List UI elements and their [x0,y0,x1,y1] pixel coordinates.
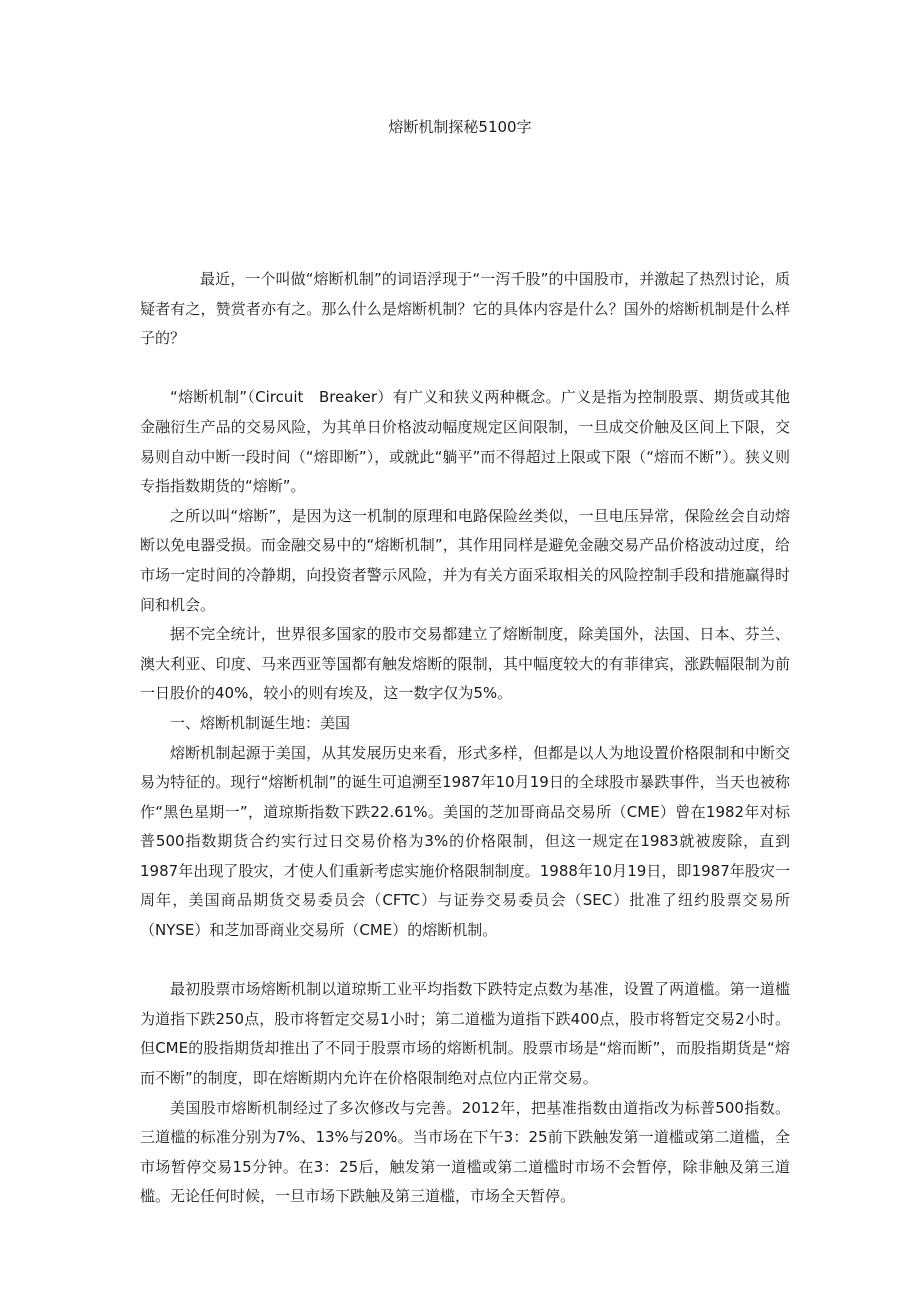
document-title: 熔断机制探秘5100字 [388,118,532,136]
paragraph-name-origin: 之所以叫“熔断”，是因为这一机制的原理和电路保险丝类似，一旦电压异常，保险丝会自动熔断以免电器受损。而金融交易中的“熔断机制”，其作用同样是避免金融交易产品价格波动过度，给市场一定时间的冷静期，向投资者警示风险，并为有关方面采取相关的风险控制手段和措施赢得时间和机会。 [140,506,790,614]
paragraph-spacer [140,946,790,976]
paragraph-us-history: 熔断机制起源于美国，从其发展历史来看，形式多样，但都是以人为地设置价格限制和中断交易为特征的。现行“熔断机制”的诞生可追溯至1987年10月19日的全球股市暴跌事件，当天也被称作“黑色星期一”，道琼斯指数下跌22.61%。美国的芝加哥商品交易所（CME）曾在1982年对标普500指数期货合约实行过日交易价格为3%的价格限制，但这一规定在1983就被废除，直到1987年出现了股灾，才使人们重新考虑实施价格限制制度。1988年10月19日，即1987年股灾一周年，美国商品期货交易委员会（CFTC）与证券交易委员会（SEC）批准了纽约股票交易所（NYSE）和芝加哥商业交易所（CME）的熔断机制。 [140,743,790,940]
paragraph-initial-thresholds: 最初股票市场熔断机制以道琼斯工业平均指数下跌特定点数为基准，设置了两道槛。第一道槛为道指下跌250点，股市将暂定交易1小时；第二道槛为道指下跌400点，股市将暂定交易2小时。但CME的股指期货却推出了不同于股票市场的熔断机制。股票市场是“熔而断”，而股指期货是“熔而不断”的制度，即在熔断期内允许在价格限制绝对点位内正常交易。 [140,980,790,1088]
document-body [140,265,790,1212]
paragraph-spacer [140,354,790,384]
paragraph-revisions: 美国股市熔断机制经过了多次修改与完善。2012年，把基准指数由道指改为标普500指数。三道槛的标准分别为7%、13%与20%。当市场在下午3：25前下跌触发第一道槛或第二道槛，全市场暂停交易15分钟。在3：25后，触发第一道槛或第二道槛时市场不会暂停，除非触及第三道槛。无论任何时候，一旦市场下跌触及第三道槛，市场全天暂停。 [140,1098,790,1206]
paragraph-intro: 最近，一个叫做“熔断机制”的词语浮现于“一泻千股”的中国股市，并激起了热烈讨论，质疑者有之，赞赏者亦有之。那么什么是熔断机制？它的具体内容是什么？国外的熔断机制是什么样子的？ [140,270,790,348]
paragraph-definition: “熔断机制”（Circuit Breaker）有广义和狭义两种概念。广义是指为控制股票、期货或其他金融衍生产品的交易风险，为其单日价格波动幅度规定区间限制，一旦成交价触及区间上下限，交易则自动中断一段时间（“熔即断”），或就此“躺平”而不得超过上限或下限（“熔而不断”）。狭义则专指指数期货的“熔断”。 [140,388,790,496]
section-heading-usa: 一、熔断机制诞生地：美国 [170,713,351,732]
paragraph-statistics: 据不完全统计，世界很多国家的股市交易都建立了熔断制度，除美国外，法国、日本、芬兰、澳大利亚、印度、马来西亚等国都有触发熔断的限制，其中幅度较大的有菲律宾，涨跌幅限制为前一日股价的40%，较小的则有埃及，这一数字仅为5%。 [140,625,790,703]
